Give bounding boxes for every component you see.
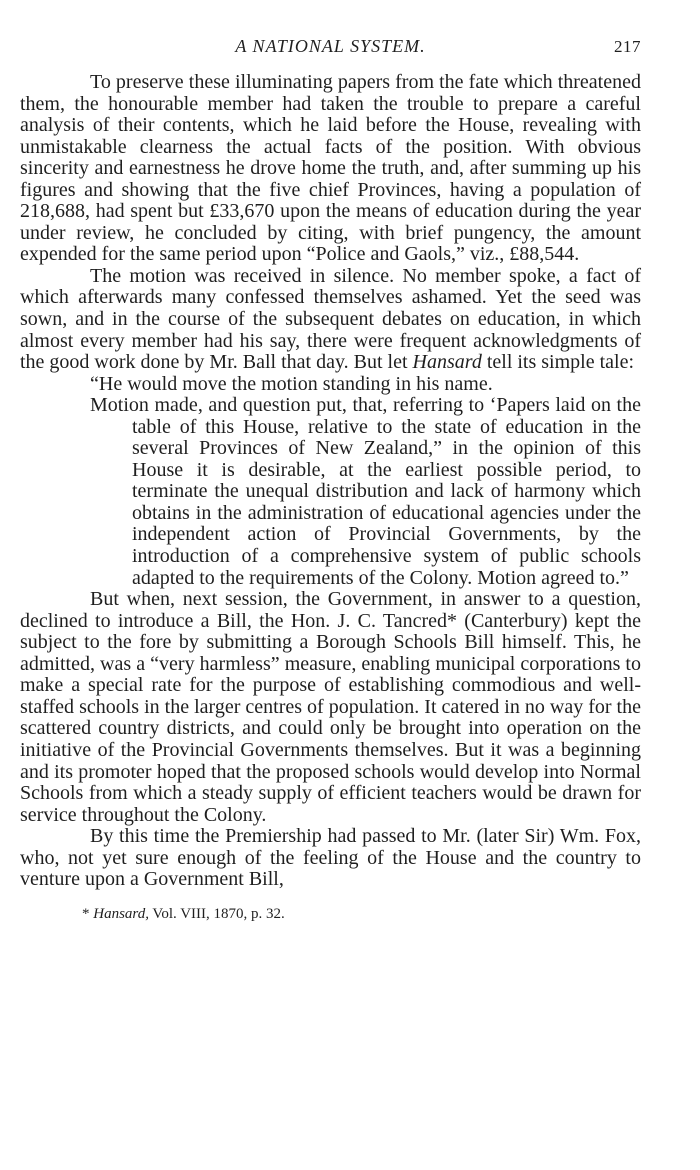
quote-block: Motion made, and question put, that, referring to ‘Papers laid on the table of this House, relative to the state of education in the several Provinces of New Zealand,” in the opinion of this House it is desirable, at the earliest possible period, to terminate the unequal distribution and lack of harmony which obtains in the administration of educational agencies under the independent action of Provincial Governments, by the introduction of a comprehensive system of public schools adapted to the requirements of the Colony. Motion agreed to.” (90, 394, 641, 589)
footnote-citation: Vol. VIII, 1870, p. 32. (148, 905, 285, 922)
paragraph-2-text-a: The motion was received in silence. No member spoke, a fact of which afterwards many confessed themselves ashamed. Yet the seed was sown, and in the course of the subsequent debates on education, in which almost every member had his say, there were frequent acknowledgments of the good work done by Mr. Ball that day. But let (20, 264, 641, 374)
quote-line-1: “He would move the motion standing in his name. (90, 372, 493, 395)
running-head (20, 36, 641, 60)
paragraph-1: To preserve these illuminating papers from the fate which threatened them, the honourable member had taken the trouble to prepare a careful analysis of their contents, which he laid before the House, revealing with unmistakable clearness the actual facts of the position. With obvious sincerity and earnestness he drove home the truth, and, after summing up his figures and showing that the five chief Provinces, having a population of 218,688, had spent but £33,670 upon the means of education during the year under review, he concluded by citing, with brief pungency, the amount expended for the same period upon “Police and Gaols,” viz., £88,544. (20, 71, 641, 266)
book-page (20, 36, 641, 923)
paragraph-2 (20, 266, 641, 374)
paragraph-3: But when, next session, the Government, in answer to a question, declined to introduce a Bill, the Hon. J. C. Tancred* (Canterbury) kept the subject to the fore by submitting a Borough Schools Bill himself. This, he admitted, was a “very harmless” measure, enabling municipal corporations to make a special rate for the purpose of establishing commodious and well-staffed schools in the larger centres of population. It catered in no way for the scattered country districts, and could only be brought into operation on the initiative of the Provincial Governments themselves. But it was a beginning and its promoter hoped that the proposed schools would develop into Normal Schools from which a steady supply of efficient teachers would be drawn for service throughout the Colony. (20, 588, 641, 826)
running-title: A NATIONAL SYSTEM. (235, 36, 426, 56)
hansard-italic: Hansard (412, 351, 482, 374)
footnote-marker: * (82, 905, 94, 922)
paragraph-2-text-b: tell its simple tale: (481, 351, 635, 374)
paragraph-4: By this time the Premiership had passed to Mr. (later Sir) Wm. Fox, who, not yet sure enough of the feeling of the House and the country to venture upon a Government Bill, (20, 825, 641, 891)
page-number: 217 (614, 37, 641, 56)
footnote-source: Hansard, (93, 905, 149, 922)
footnote (20, 905, 641, 923)
